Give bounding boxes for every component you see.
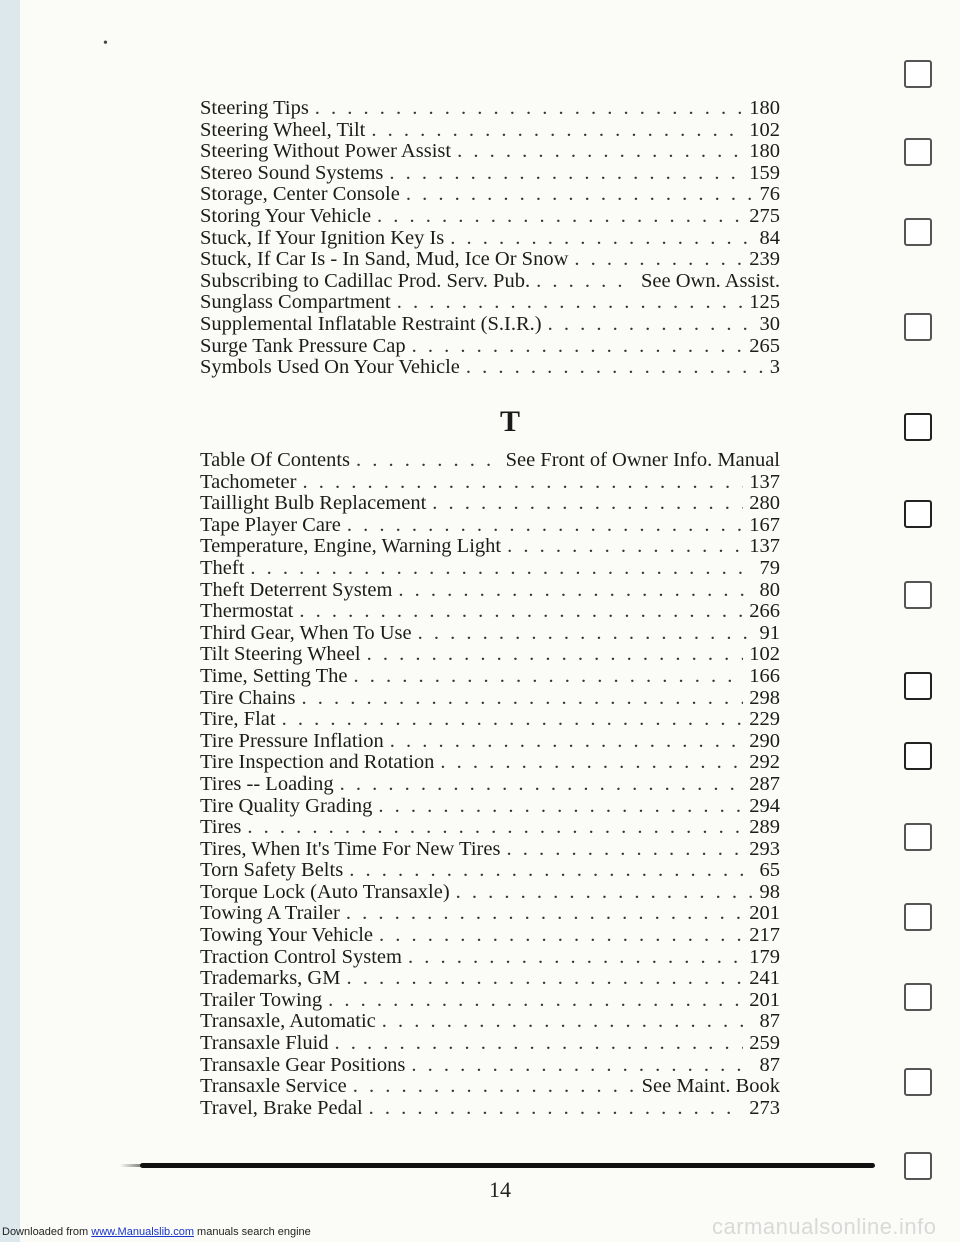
index-entry <box>200 644 780 666</box>
section-tab-1[interactable] <box>904 60 932 88</box>
index-page-ref: 167 <box>749 513 780 536</box>
index-entry <box>200 184 780 206</box>
dot-leader <box>340 774 744 796</box>
index-term: Thermostat <box>200 600 294 623</box>
index-entry <box>200 450 780 472</box>
section-tab-11[interactable] <box>904 903 932 931</box>
dot-leader <box>389 163 743 185</box>
dot-leader <box>456 882 754 904</box>
index-page-ref: 102 <box>749 118 780 141</box>
section-tab-7[interactable] <box>904 581 932 609</box>
index-page-ref: 137 <box>749 470 780 493</box>
dot-leader <box>347 515 743 537</box>
index-term: Towing A Trailer <box>200 902 340 925</box>
index-list-s <box>200 98 780 379</box>
index-term: Tachometer <box>200 470 297 493</box>
manualslib-link[interactable]: www.Manualslib.com <box>91 1226 194 1238</box>
index-page-ref: See Own. Assist. <box>641 269 780 292</box>
index-page-ref: 266 <box>749 600 780 623</box>
index-entry <box>200 558 780 580</box>
index-entry <box>200 163 780 185</box>
download-credit-prefix: Downloaded from <box>2 1226 92 1238</box>
index-entry <box>200 752 780 774</box>
index-entry <box>200 623 780 645</box>
index-page-ref: 290 <box>749 729 780 752</box>
index-term: Third Gear, When To Use <box>200 621 412 644</box>
index-page-ref: 30 <box>759 312 780 335</box>
dot-leader <box>506 839 743 861</box>
index-entry <box>200 515 780 537</box>
download-credit <box>2 1226 311 1238</box>
index-entry <box>200 601 780 623</box>
index-entry <box>200 731 780 753</box>
section-tab-8[interactable] <box>904 672 932 700</box>
index-page-ref: 91 <box>759 621 780 644</box>
index-entry <box>200 860 780 882</box>
index-term: Trademarks, GM <box>200 967 341 990</box>
index-page-ref: 180 <box>749 97 780 119</box>
dot-leader <box>379 925 743 947</box>
dot-leader <box>346 903 743 925</box>
index-page-ref: 287 <box>749 772 780 795</box>
index-term: Traction Control System <box>200 945 402 968</box>
index-term: Travel, Brake Pedal <box>200 1096 363 1119</box>
index-term: Theft Deterrent System <box>200 578 393 601</box>
section-tabs <box>900 0 940 1242</box>
index-entry <box>200 903 780 925</box>
index-page-ref: 293 <box>749 837 780 860</box>
index-page-ref: 292 <box>749 751 780 774</box>
index-entry <box>200 228 780 250</box>
index-page-ref: 217 <box>749 924 780 947</box>
dot-leader <box>507 536 743 558</box>
index-term: Stuck, If Car Is - In Sand, Mud, Ice Or Snow <box>200 248 569 271</box>
index-term: Tire, Flat <box>200 708 276 731</box>
dot-leader <box>353 1076 636 1098</box>
index-entry <box>200 472 780 494</box>
index-entry <box>200 817 780 839</box>
dot-leader <box>432 493 743 515</box>
index-page-ref: 125 <box>749 291 780 314</box>
index-page-ref: 201 <box>749 902 780 925</box>
dot-leader <box>356 450 500 472</box>
index-entry <box>200 1033 780 1055</box>
index-term: Tire Chains <box>200 686 296 709</box>
index-entry <box>200 336 780 358</box>
index-entry <box>200 709 780 731</box>
dot-leader <box>412 336 744 358</box>
index-entry <box>200 968 780 990</box>
index-entry <box>200 536 780 558</box>
index-entry <box>200 206 780 228</box>
index-page-ref: See Front of Owner Info. Manual <box>505 449 780 471</box>
dot-leader <box>346 968 743 990</box>
index-term: Sunglass Compartment <box>200 291 391 314</box>
index-page-ref: 80 <box>759 578 780 601</box>
dot-leader <box>369 1098 744 1120</box>
index-term: Time, Setting The <box>200 664 348 687</box>
index-entry <box>200 292 780 314</box>
dot-leader <box>406 184 754 206</box>
section-tab-3[interactable] <box>904 218 932 246</box>
index-page-ref: 179 <box>749 945 780 968</box>
dot-leader <box>450 228 753 250</box>
index-term: Transaxle Fluid <box>200 1032 329 1055</box>
dot-leader <box>250 558 753 580</box>
left-margin-strip <box>0 0 20 1242</box>
dot-leader <box>282 709 744 731</box>
section-heading-t: T <box>499 405 520 438</box>
index-page-ref: 180 <box>749 140 780 163</box>
index-page-ref: See Maint. Book <box>641 1075 780 1098</box>
section-tab-10[interactable] <box>904 823 932 851</box>
section-tab-13[interactable] <box>904 1068 932 1096</box>
section-tab-6[interactable] <box>904 500 932 528</box>
dot-leader <box>390 731 744 753</box>
index-entry <box>200 774 780 796</box>
index-list-t <box>200 450 780 1119</box>
dot-leader <box>382 1011 754 1033</box>
dot-leader <box>302 472 743 494</box>
index-term: Table Of Contents <box>200 449 351 471</box>
index-entry <box>200 666 780 688</box>
download-credit-suffix: manuals search engine <box>193 1226 311 1238</box>
index-entry <box>200 271 780 293</box>
index-entry <box>200 249 780 271</box>
index-term: Towing Your Vehicle <box>200 924 374 947</box>
dot-leader <box>548 314 754 336</box>
index-page-ref: 229 <box>749 708 780 731</box>
index-entry <box>200 839 780 861</box>
index-page-ref: 3 <box>769 356 780 379</box>
dot-leader <box>411 1055 753 1077</box>
index-entry <box>200 141 780 163</box>
index-page-ref: 76 <box>759 183 780 206</box>
dot-leader <box>349 860 753 882</box>
index-page-ref: 65 <box>759 859 780 882</box>
index-term: Transaxle Gear Positions <box>200 1053 406 1076</box>
dot-leader <box>371 120 743 142</box>
index-term: Tape Player Care <box>200 513 341 536</box>
index-term: Trailer Towing <box>200 988 323 1011</box>
dot-leader <box>378 796 743 818</box>
section-tab-2[interactable] <box>904 138 932 166</box>
section-tab-4[interactable] <box>904 313 932 341</box>
section-tab-14[interactable] <box>904 1152 932 1180</box>
index-entry <box>200 882 780 904</box>
page-number: 14 <box>489 1177 511 1202</box>
index-entry <box>200 120 780 142</box>
index-term: Tires -- Loading <box>200 772 334 795</box>
footer-rule <box>140 1163 875 1168</box>
index-entry <box>200 990 780 1012</box>
index-term: Theft <box>200 556 245 579</box>
index-entry <box>200 688 780 710</box>
index-entry <box>200 1076 780 1098</box>
dot-leader <box>315 98 743 120</box>
index-term: Surge Tank Pressure Cap <box>200 334 406 357</box>
dot-leader <box>440 752 743 774</box>
dot-leader <box>418 623 754 645</box>
dot-leader <box>335 1033 744 1055</box>
index-page-ref: 289 <box>749 816 780 839</box>
watermark-text: carmanualsonline.info <box>712 1214 937 1239</box>
section-tab-9[interactable] <box>904 742 932 770</box>
index-term: Transaxle Service <box>200 1075 347 1098</box>
index-entry <box>200 493 780 515</box>
index-entry <box>200 1098 780 1120</box>
index-term: Storing Your Vehicle <box>200 204 372 227</box>
dot-leader <box>466 357 764 379</box>
index-entry <box>200 314 780 336</box>
index-page-ref: 239 <box>749 248 780 271</box>
dot-leader <box>536 271 635 293</box>
index-page-ref: 275 <box>749 204 780 227</box>
index-term: Tires <box>200 816 242 839</box>
index-term: Temperature, Engine, Warning Light <box>200 535 502 558</box>
section-tab-5[interactable] <box>904 413 932 441</box>
index-page-ref: 87 <box>759 1010 780 1033</box>
index-page-ref: 265 <box>749 334 780 357</box>
dot-leader <box>408 947 743 969</box>
index-term: Subscribing to Cadillac Prod. Serv. Pub. <box>200 269 531 292</box>
section-tab-12[interactable] <box>904 983 932 1011</box>
index-term: Transaxle, Automatic <box>200 1010 376 1033</box>
index-page-ref: 294 <box>749 794 780 817</box>
dot-leader <box>574 249 743 271</box>
index-entry <box>200 925 780 947</box>
index-page-ref: 84 <box>759 226 780 249</box>
page-mark: • <box>103 36 108 51</box>
index-term: Stereo Sound Systems <box>200 161 384 184</box>
index-term: Taillight Bulb Replacement <box>200 492 427 515</box>
index-term: Torn Safety Belts <box>200 859 344 882</box>
index-term: Steering Wheel, Tilt <box>200 118 366 141</box>
dot-leader <box>367 644 744 666</box>
index-entry <box>200 1011 780 1033</box>
index-term: Tilt Steering Wheel <box>200 643 361 666</box>
index-term: Tires, When It's Time For New Tires <box>200 837 501 860</box>
index-page-ref: 159 <box>749 161 780 184</box>
dot-leader <box>377 206 743 228</box>
dot-leader <box>397 292 743 314</box>
index-page-ref: 241 <box>749 967 780 990</box>
index-page-ref: 137 <box>749 535 780 558</box>
index-entry <box>200 580 780 602</box>
dot-leader <box>457 141 743 163</box>
index-term: Tire Inspection and Rotation <box>200 751 435 774</box>
index-entry <box>200 1055 780 1077</box>
index-term: Stuck, If Your Ignition Key Is <box>200 226 445 249</box>
index-term: Storage, Center Console <box>200 183 400 206</box>
index-term: Steering Tips <box>200 97 309 119</box>
dot-leader <box>247 817 743 839</box>
index-term: Symbols Used On Your Vehicle <box>200 356 460 379</box>
index-page-ref: 102 <box>749 643 780 666</box>
index-entry <box>200 357 780 379</box>
index-page-ref: 298 <box>749 686 780 709</box>
dot-leader <box>299 601 743 623</box>
dot-leader <box>328 990 743 1012</box>
index-term: Torque Lock (Auto Transaxle) <box>200 880 450 903</box>
index-term: Tire Pressure Inflation <box>200 729 384 752</box>
index-page-ref: 259 <box>749 1032 780 1055</box>
index-page-ref: 166 <box>749 664 780 687</box>
index-page-ref: 79 <box>759 556 780 579</box>
dot-leader <box>302 688 744 710</box>
dot-leader <box>398 580 753 602</box>
index-page-ref: 201 <box>749 988 780 1011</box>
index-page-ref: 280 <box>749 492 780 515</box>
index-page-ref: 87 <box>759 1053 780 1076</box>
index-page-ref: 273 <box>749 1096 780 1119</box>
index-term: Steering Without Power Assist <box>200 140 452 163</box>
index-page-ref: 98 <box>759 880 780 903</box>
index-term: Tire Quality Grading <box>200 794 373 817</box>
index-entry <box>200 98 780 120</box>
index-entry <box>200 947 780 969</box>
dot-leader <box>354 666 744 688</box>
index-term: Supplemental Inflatable Restraint (S.I.R.) <box>200 312 542 335</box>
index-entry <box>200 796 780 818</box>
